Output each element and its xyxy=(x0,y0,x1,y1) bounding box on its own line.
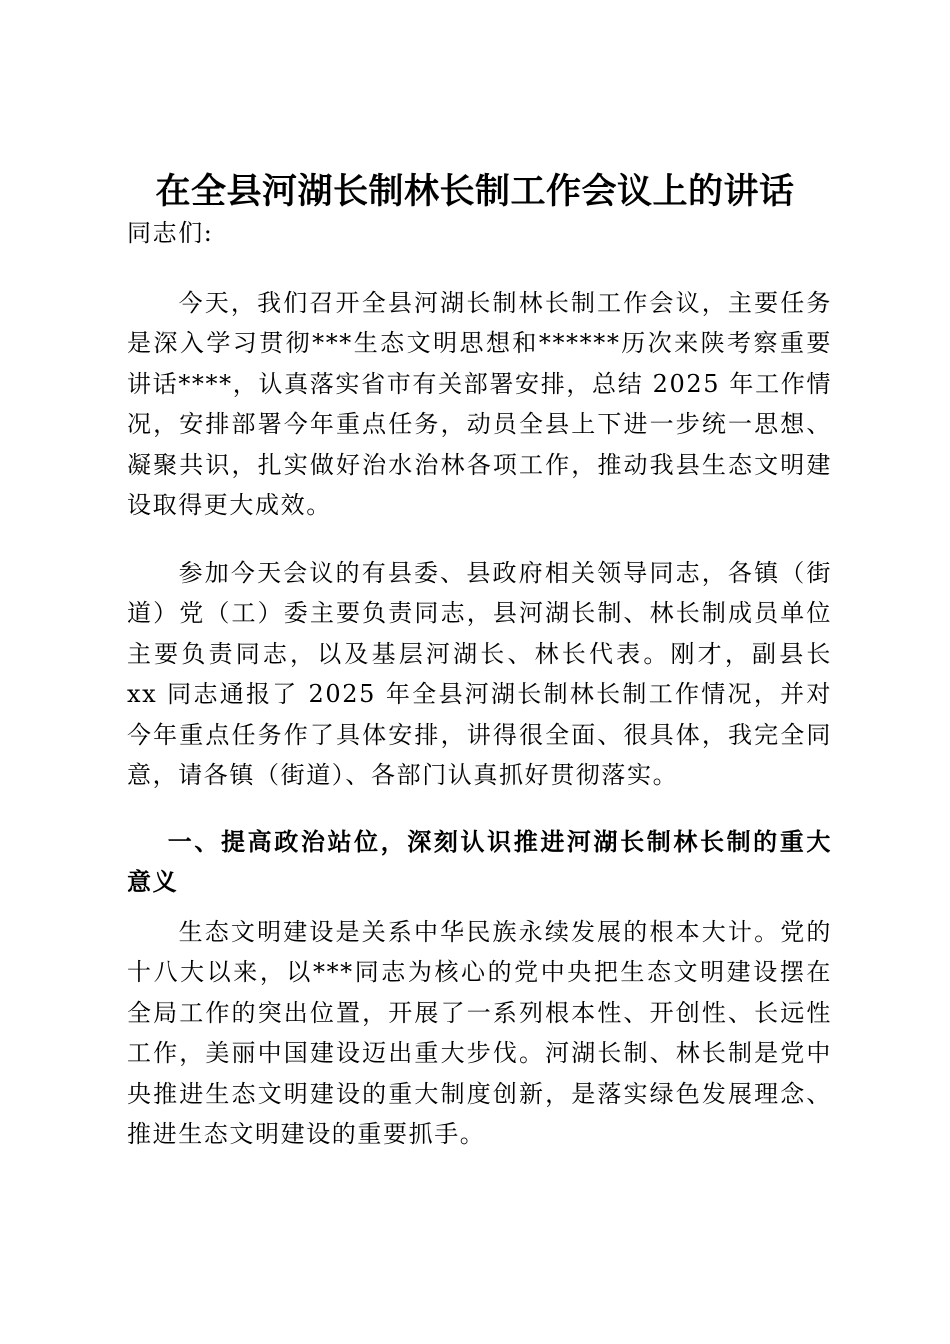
salutation xyxy=(127,213,832,253)
paragraph-text: 参加今天会议的有县委、县政府相关领导同志，各镇（街道）党（工）委主要负责同志，县河湖长制、林长制成员单位主要负责同志，以及基层河湖长、林长代表。刚才，副县长 xx 同志通报了 2025 年全县河湖长制林长制工作情况，并对今年重点任务作了具体安排，讲得很全面、很具体，我完全同意，请各镇（街道）、各部门认真抓好贯彻落实。 xyxy=(127,559,832,790)
paragraph-text: 生态文明建设是关系中华民族永续发展的根本大计。党的十八大以来，以***同志为核心的党中央把生态文明建设摆在全局工作的突出位置，开展了一系列根本性、开创性、长远性工作，美丽中国建设迈出重大步伐。河湖长制、林长制是党中央推进生态文明建设的重大制度创新，是落实绿色发展理念、推进生态文明建设的重要抓手。 xyxy=(127,918,832,1149)
section-heading-1 xyxy=(127,822,832,903)
paragraph-opening xyxy=(127,283,832,525)
paragraph-ecology xyxy=(127,912,832,1154)
paragraph-attendees xyxy=(127,553,832,795)
document-title: 在全县河湖长制林长制工作会议上的讲话 xyxy=(155,171,795,212)
paragraph-text: 今天，我们召开全县河湖长制林长制工作会议，主要任务是深入学习贯彻***生态文明思想和******历次来陕考察重要讲话****，认真落实省市有关部署安排，总结 2025 年工作情况，安排部署今年重点任务，动员全县上下进一步统一思想、凝聚共识，扎实做好治水治林各项工作，推动我县生态文明建设取得更大成效。 xyxy=(127,289,832,520)
salutation-text: 同志们: xyxy=(127,219,214,247)
section-heading-text: 一、提高政治站位，深刻认识推进河湖长制林长制的重大意义 xyxy=(127,827,832,897)
